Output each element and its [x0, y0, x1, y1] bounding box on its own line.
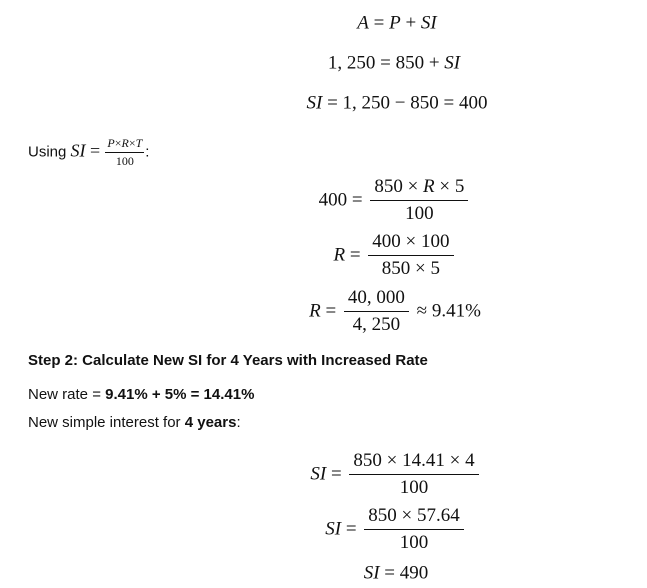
formula-tail: :	[145, 143, 150, 161]
formula-fraction	[105, 136, 144, 169]
equation-substitute	[0, 52, 647, 75]
numerator: 850 × 14.41 × 4	[349, 450, 478, 475]
equation-lhs: R =	[309, 300, 337, 322]
rate-value: 9.41% + 5% = 14.41%	[105, 386, 255, 403]
equation-400	[0, 176, 647, 225]
denominator: 4, 250	[352, 314, 401, 335]
equation-lhs: SI =	[310, 463, 342, 485]
formula-numerator: P×R×T	[105, 136, 144, 153]
interest-years: 4 years	[184, 414, 237, 431]
numerator: 40, 000	[344, 287, 409, 312]
numerator: 850 × R × 5	[370, 176, 468, 201]
fraction	[364, 505, 463, 554]
denominator: 100	[399, 532, 429, 553]
rate-prefix: New rate =	[28, 386, 106, 403]
equation-rhs: ≈ 9.41%	[416, 300, 481, 322]
numerator: 850 × 57.64	[364, 505, 463, 530]
formula-lhs: SI =	[70, 140, 101, 161]
formula-line	[28, 136, 149, 169]
equation-text: 1, 250 = 850 + SI	[327, 52, 461, 74]
equation-r2	[0, 287, 647, 336]
equation-text: SI = 490	[363, 562, 429, 584]
equation-text: SI = 1, 250 − 850 = 400	[306, 92, 488, 114]
fraction	[344, 287, 409, 336]
equation-text: A = P + SI	[357, 12, 437, 34]
equation-lhs: 400 =	[318, 189, 363, 211]
fraction	[370, 176, 468, 225]
interest-prefix: New simple interest for	[28, 414, 185, 431]
fraction	[368, 231, 453, 280]
equation-r1	[0, 231, 647, 280]
fraction	[349, 450, 478, 499]
equation-si-value	[0, 92, 647, 115]
denominator: 100	[399, 477, 429, 498]
interest-suffix: :	[236, 414, 241, 431]
step2-heading: Step 2: Calculate New SI for 4 Years with Increased Rate	[28, 352, 428, 369]
equation-amount	[0, 12, 647, 35]
equation-lhs: R =	[333, 244, 361, 266]
new-interest-line	[28, 414, 241, 431]
new-rate-line	[28, 386, 254, 403]
denominator: 100	[405, 203, 434, 224]
equation-si-new-2	[0, 505, 647, 554]
numerator: 400 × 100	[368, 231, 453, 256]
equation-lhs: SI =	[325, 518, 357, 540]
intro-text: Using	[28, 143, 67, 161]
denominator: 850 × 5	[381, 258, 441, 279]
equation-si-final	[0, 562, 647, 585]
equation-si-new	[0, 450, 647, 499]
formula-denominator: 100	[115, 154, 134, 168]
